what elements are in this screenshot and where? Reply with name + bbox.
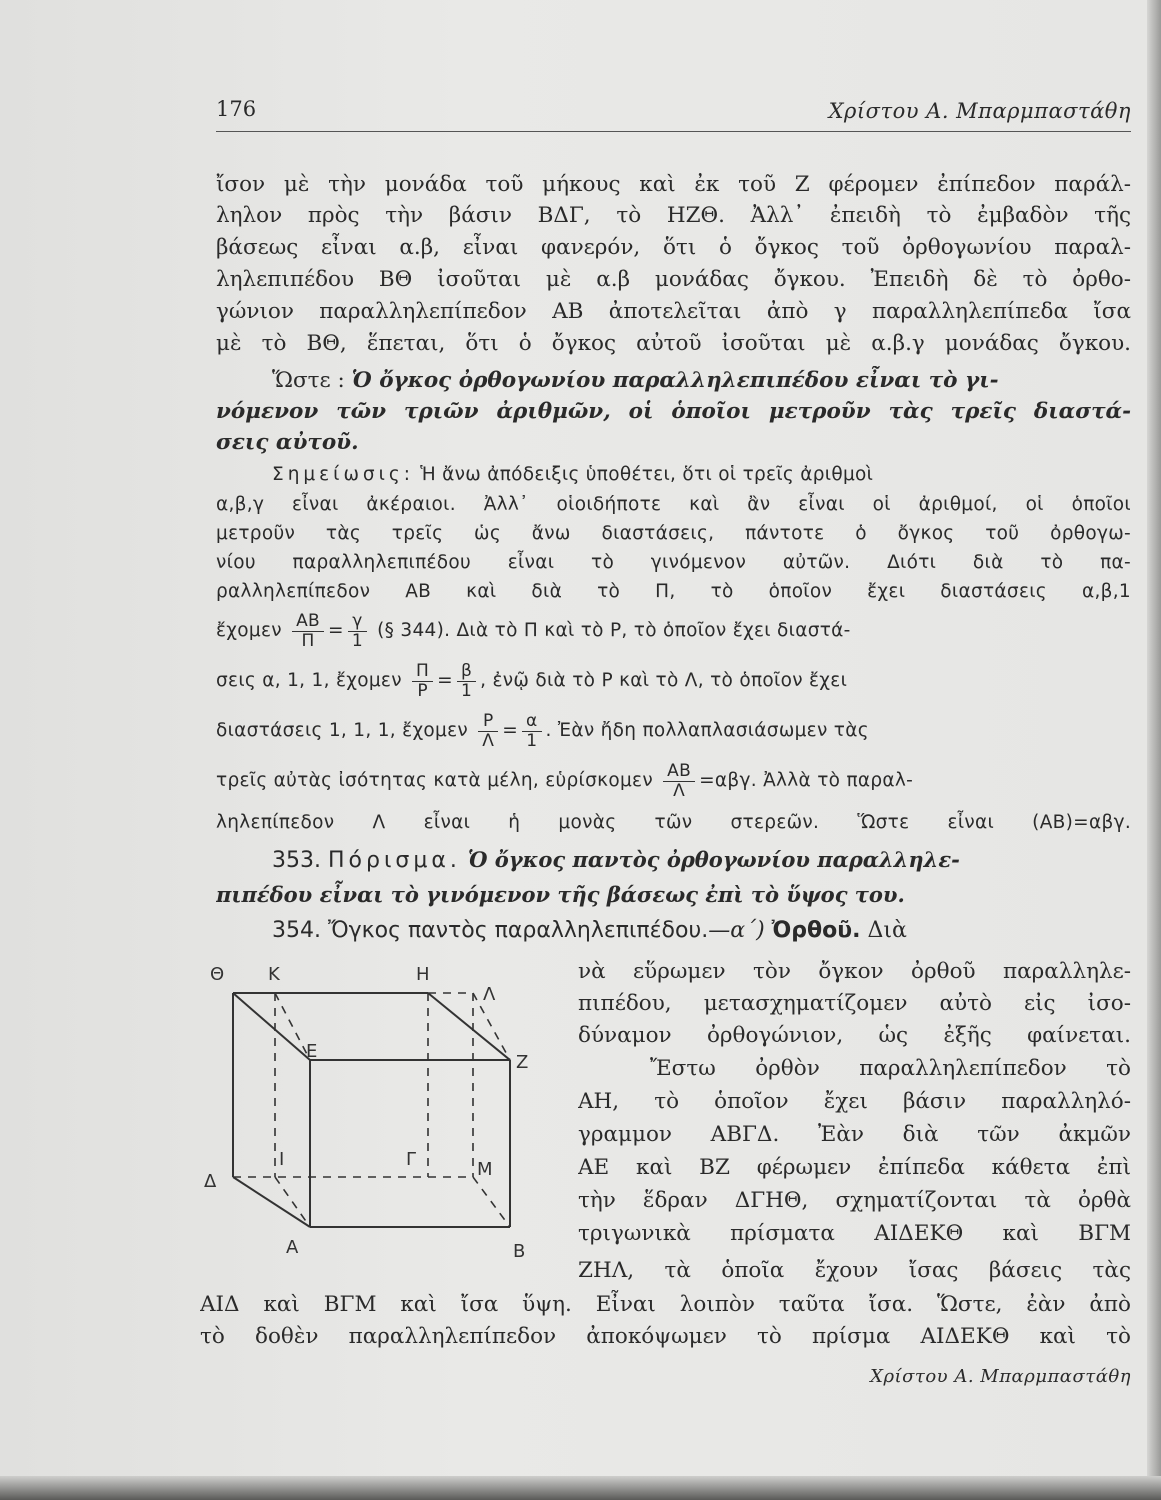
fraction: $\frac{P}{\Lambda}$ [478,712,498,751]
fraction: $\frac{\Pi}{P}$ [412,662,433,701]
note-text: διαστάσεις 1, 1, 1, ἔχομεν [216,720,469,741]
note-text: (§ 344). Διὰ τὸ Π καὶ τὸ Ρ, τὸ ὁποῖον ἔχει διαστά- [377,620,851,641]
label-kappa: Κ [268,964,280,985]
section-353-line: πιπέδου εἶναι τὸ γινόμενον τῆς βάσεως ἐπὶ τὸ ὕψος του. [216,882,905,907]
text-line: ἴσον μὲ τὴν μονάδα τοῦ μήκους καὶ ἐκ τοῦ Ζ φέρομεν ἐπίπεδον παράλ- [216,172,1131,197]
wrap-line: ΑΗ, τὸ ὁποῖον ἔχει βάσιν παραλληλό- [578,1089,1131,1114]
note-line: ληλεπίπεδον Λ εἶναι ἡ μονὰς τῶν στερεῶν. Ὥστε εἶναι (ΑΒ)=αβγ. [216,812,1131,833]
fraction: $\frac{AB}{\Lambda}$ [663,762,695,801]
page-number: 176 [216,97,257,121]
text-line: τὸ δοθὲν παραλληλεπίπεδον ἀποκόψωμεν τὸ πρίσμα ΑΙΔΕΚΘ καὶ τὸ [200,1324,1131,1349]
text-line: ληλον πρὸς τὴν βάσιν ΒΔΓ, τὸ ΗΖΘ. Ἀλλ᾽ ἐπειδὴ τὸ ἐμβαδὸν τῆς [216,203,1131,228]
note-line: μετροῦν τὰς τρεῖς ὡς ἄνω διαστάσεις, πάντοτε ὁ ὄγκος τοῦ ὀρθογω- [216,523,1131,544]
note-formula-line: ἔχομεν $\frac{AB}{\Pi}$ = $\frac{\gamma}{1}$ (§ 344). Διὰ τὸ Π καὶ τὸ Ρ, τὸ ὁποῖον ἔχει διαστά- [216,610,851,651]
section-sub: —α´) [708,918,765,943]
theorem-lead: Ὥστε : [272,368,345,393]
label-gamma: Γ [406,1149,417,1170]
theorem-line: νόμενον τῶν τριῶν ἀριθμῶν, οἱ ὁποῖοι μετροῦν τὰς τρεῖς διαστά- [216,399,1131,424]
section-text: Ὁ ὄγκος παντὸς ὀρθογωνίου παραλληλε- [467,847,960,872]
fraction: $\frac{\beta}{1}$ [457,662,476,701]
note-line: ραλληλεπίπεδον ΑΒ καὶ διὰ τὸ Π, τὸ ὁποῖον ἔχει διαστάσεις α,β,1 [216,581,1131,602]
page-edge-bottom [0,1476,1161,1500]
wrap-line: ΑΕ καὶ ΒΖ φέρωμεν ἐπίπεδα κάθετα ἐπὶ [578,1155,1131,1180]
note-line: α,β,γ εἶναι ἀκέραιοι. Ἀλλ᾽ οἱοιδήποτε καὶ ἂν εἶναι οἱ ἀριθμοί, οἱ ὁποῖοι [216,494,1131,515]
page-edge-right [1147,0,1161,1500]
text-line: ΑΙΔ καὶ ΒΓΜ καὶ ἴσα ὕψη. Εἶναι λοιπὸν ταῦτα ἴσα. Ὥστε, ἐὰν ἀπὸ [200,1292,1131,1317]
section-title: Ὄγκος παντὸς παραλληλεπιπέδου. [327,918,709,943]
fraction: $\frac{AB}{\Pi}$ [292,612,324,651]
section-354-heading [272,918,907,943]
note-label: Σημείωσις: [272,464,415,485]
label-mu: Μ [477,1159,493,1180]
fraction: $\frac{\gamma}{1}$ [348,612,367,651]
label-theta: Θ [210,964,225,985]
wrap-line: γραμμον ΑΒΓΔ. Ἐὰν διὰ τῶν ἀκμῶν [578,1122,1131,1147]
section-number: 353. [272,848,321,873]
note-line [272,460,1131,490]
note-line: νίου παραλληλεπιπέδου εἶναι τὸ γινόμενον αὐτῶν. Διότι διὰ τὸ πα- [216,552,1131,573]
note-text: . Ἐὰν ἤδη πολλαπλασιάσωμεν τὰς [545,720,869,741]
note-formula-line: διαστάσεις 1, 1, 1, ἔχομεν $\frac{P}{\Lambda}$ = $\frac{\alpha}{1}$ . Ἐὰν ἤδη πολλαπλασιάσωμεν τὰς [216,710,869,751]
note-text: σεις α, 1, 1, ἔχομεν [216,670,402,691]
note-formula-line: σεις α, 1, 1, ἔχομεν $\frac{\Pi}{P}$ = $\frac{\beta}{1}$ , ἐνῷ διὰ τὸ Ρ καὶ τὸ Λ, τὸ ὁποῖον ἔχει [216,660,848,701]
section-number: 354. [272,918,321,943]
note-formula-line [216,756,1131,806]
wrap-line: Ἔστω ὀρθὸν παραλληλεπίπεδον τὸ [650,1056,1131,1081]
label-epsilon: Ε [306,1041,318,1062]
label-iota: Ι [279,1149,285,1170]
theorem-line [272,366,1131,396]
parallelepiped-figure [198,955,558,1270]
text-line: γώνιον παραλληλεπίπεδον ΑΒ ἀποτελεῖται ἀπὸ γ παραλληλεπίπεδα ἴσα [216,299,1131,324]
footer-signature: Χρίστου Α. Μπαρμπαστάθη [870,1366,1131,1387]
note-text: ἔχομεν [216,620,282,641]
label-beta: Β [513,1241,526,1262]
wrap-line: ΖΗΛ, τὰ ὁποῖα ἔχουν ἴσας βάσεις τὰς [578,1258,1131,1283]
note-text: Ἡ ἄνω ἀπόδειξις ὑποθέτει, ὅτι οἱ τρεῖς ἀριθμοὶ [420,464,874,485]
text-line: ληλεπιπέδου ΒΘ ἰσοῦται μὲ α.β μονάδας ὄγκου. Ἐπειδὴ δὲ τὸ ὀρθο- [216,267,1131,292]
text-line: βάσεως εἶναι α.β, εἶναι φανερόν, ὅτι ὁ ὄγκος τοῦ ὀρθογωνίου παραλ- [216,235,1131,260]
wrap-line: πιπέδου, μετασχηματίζομεν αὐτὸ εἰς ἰσο- [578,991,1131,1016]
text-line: μὲ τὸ ΒΘ, ἕπεται, ὅτι ὁ ὄγκος αὐτοῦ ἰσοῦται μὲ α.β.γ μονάδας ὄγκου. [216,331,1131,356]
label-eta: Η [416,964,430,985]
running-head: Χρίστου Α. Μπαρμπαστάθη [828,99,1131,123]
label-delta: Δ [204,1171,217,1192]
note-text: τρεῖς αὐτὰς ἰσότητας κατὰ μέλη, εὑρίσκομεν [216,770,653,791]
note-text: , ἐνῷ διὰ τὸ Ρ καὶ τὸ Λ, τὸ ὁποῖον ἔχει [480,670,848,691]
label-zeta: Ζ [516,1052,529,1073]
wrap-line: δύναμον ὀρθογώνιον, ὡς ἐξῆς φαίνεται. [578,1023,1131,1048]
wrap-line: τὴν ἕδραν ΔΓΗΘ, σχηματίζονται τὰ ὀρθὰ [578,1188,1131,1213]
theorem-line: σεις αὐτοῦ. [216,430,359,455]
section-label: Πόρισμα. [327,848,461,873]
wrap-line: νὰ εὕρωμεν τὸν ὄγκον ὀρθοῦ παραλληλε- [578,959,1131,984]
note-text: =αβγ. Ἀλλὰ τὸ παραλ- [699,770,914,791]
theorem-text: Ὁ ὄγκος ὀρθογωνίου παραλληλεπιπέδου εἶναι τὸ γι- [351,368,999,393]
label-alpha: Α [286,1237,299,1258]
wrap-line: τριγωνικὰ πρίσματα ΑΙΔΕΚΘ καὶ ΒΓΜ [578,1221,1131,1246]
page-header [216,95,1131,132]
section-353-heading [272,847,960,873]
section-subtitle: Ὀρθοῦ. [771,918,861,943]
section-lead: Διὰ [867,918,907,943]
fraction: $\frac{\alpha}{1}$ [522,712,542,751]
label-lambda: Λ [483,984,496,1005]
